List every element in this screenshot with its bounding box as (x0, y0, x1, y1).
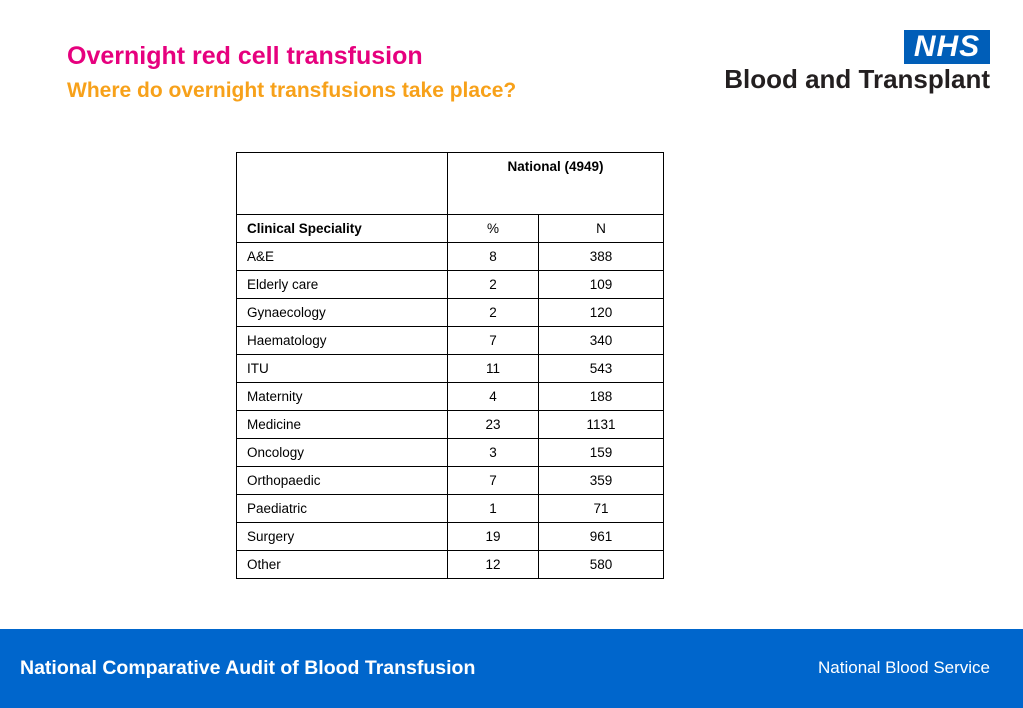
table-row (237, 383, 664, 411)
table-row (237, 243, 664, 271)
percent-cell: 3 (448, 439, 539, 467)
table-row (237, 271, 664, 299)
n-cell: 580 (539, 551, 664, 579)
n-cell: 71 (539, 495, 664, 523)
n-cell: 340 (539, 327, 664, 355)
speciality-cell: Paediatric (237, 495, 448, 523)
table-row (237, 439, 664, 467)
slide-subtitle: Where do overnight transfusions take place? (67, 79, 517, 102)
speciality-cell: Medicine (237, 411, 448, 439)
column-header-speciality: Clinical Speciality (237, 215, 448, 243)
percent-cell: 11 (448, 355, 539, 383)
speciality-cell: ITU (237, 355, 448, 383)
n-cell: 159 (539, 439, 664, 467)
speciality-cell: Haematology (237, 327, 448, 355)
table-corner-cell (237, 153, 448, 215)
slide-title: Overnight red cell transfusion (67, 42, 423, 70)
national-header: National (4949) (448, 153, 664, 215)
speciality-cell: Elderly care (237, 271, 448, 299)
n-cell: 359 (539, 467, 664, 495)
percent-cell: 19 (448, 523, 539, 551)
n-cell: 388 (539, 243, 664, 271)
n-cell: 1131 (539, 411, 664, 439)
logo-org-name: Blood and Transplant (724, 64, 990, 94)
footer-bar (0, 629, 1023, 708)
n-cell: 961 (539, 523, 664, 551)
table-row (237, 299, 664, 327)
table-row (237, 411, 664, 439)
table-row (237, 467, 664, 495)
footer-audit-title: National Comparative Audit of Blood Transfusion (20, 657, 476, 679)
footer-service-name: National Blood Service (818, 658, 990, 677)
n-cell: 543 (539, 355, 664, 383)
percent-cell: 8 (448, 243, 539, 271)
column-header-n: N (539, 215, 664, 243)
table-column-header-row (237, 215, 664, 243)
nhs-logo-box: NHS (904, 30, 990, 64)
percent-cell: 7 (448, 467, 539, 495)
table-row (237, 523, 664, 551)
speciality-cell: Other (237, 551, 448, 579)
speciality-cell: Maternity (237, 383, 448, 411)
percent-cell: 4 (448, 383, 539, 411)
speciality-table (236, 152, 664, 579)
n-cell: 120 (539, 299, 664, 327)
table-group-header-row (237, 153, 664, 215)
percent-cell: 23 (448, 411, 539, 439)
percent-cell: 1 (448, 495, 539, 523)
table-row (237, 551, 664, 579)
percent-cell: 2 (448, 271, 539, 299)
speciality-cell: Oncology (237, 439, 448, 467)
percent-cell: 12 (448, 551, 539, 579)
column-header-percent: % (448, 215, 539, 243)
nhs-blood-and-transplant-logo (702, 30, 992, 94)
speciality-cell: Gynaecology (237, 299, 448, 327)
percent-cell: 2 (448, 299, 539, 327)
table-row (237, 495, 664, 523)
table-row (237, 355, 664, 383)
speciality-cell: Surgery (237, 523, 448, 551)
table-row (237, 327, 664, 355)
percent-cell: 7 (448, 327, 539, 355)
n-cell: 188 (539, 383, 664, 411)
speciality-cell: Orthopaedic (237, 467, 448, 495)
n-cell: 109 (539, 271, 664, 299)
speciality-cell: A&E (237, 243, 448, 271)
